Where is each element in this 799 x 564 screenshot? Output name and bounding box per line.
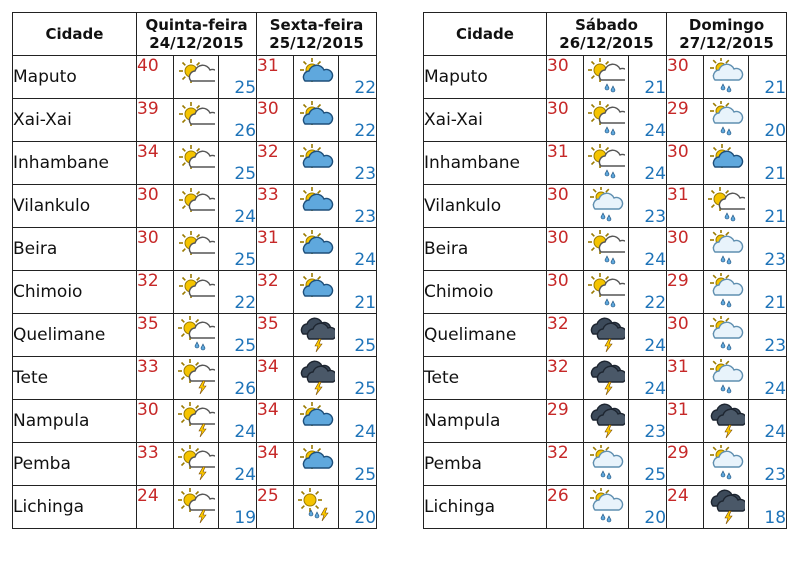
- min-temp: 23: [339, 185, 377, 228]
- max-temp: 29: [667, 271, 704, 314]
- max-temp: 32: [257, 142, 294, 185]
- max-temp: 35: [257, 314, 294, 357]
- min-temp: 22: [339, 56, 377, 99]
- thunderstorm-icon: [587, 402, 625, 440]
- table-row: [424, 185, 787, 228]
- day-header: [547, 13, 667, 56]
- city-name: Maputo: [13, 56, 137, 99]
- city-column-header: Cidade: [13, 13, 137, 56]
- max-temp: 33: [257, 185, 294, 228]
- table-row: [424, 314, 787, 357]
- city-name: Maputo: [424, 56, 547, 99]
- weather-icon-cell: [704, 99, 749, 142]
- table-row: [424, 486, 787, 529]
- table-row: [424, 228, 787, 271]
- table-row: [13, 99, 377, 142]
- sun-cloud-rain-icon: [587, 58, 625, 96]
- max-temp: 30: [667, 314, 704, 357]
- max-temp: 30: [547, 228, 584, 271]
- min-temp: 22: [629, 271, 667, 314]
- sun-cloud-lightning-icon: [177, 402, 215, 440]
- city-name: Beira: [13, 228, 137, 271]
- sun-cloud-rain-icon: [587, 230, 625, 268]
- weather-icon-cell: [174, 185, 219, 228]
- min-temp: 24: [629, 142, 667, 185]
- max-temp: 34: [257, 443, 294, 486]
- day-date: 25/12/2015: [269, 34, 364, 52]
- partly-cloudy-icon: [297, 445, 335, 483]
- min-temp: 21: [749, 56, 787, 99]
- min-temp: 23: [629, 185, 667, 228]
- day-name: Sexta-feira: [269, 16, 364, 34]
- weather-icon-cell: [174, 443, 219, 486]
- max-temp: 26: [547, 486, 584, 529]
- weather-icon-cell: [584, 443, 629, 486]
- min-temp: 20: [749, 99, 787, 142]
- cloud-rain-icon: [707, 316, 745, 354]
- min-temp: 24: [339, 228, 377, 271]
- weather-icon-cell: [584, 314, 629, 357]
- weather-icon-cell: [704, 228, 749, 271]
- weather-icon-cell: [584, 228, 629, 271]
- min-temp: 22: [219, 271, 257, 314]
- table-row: [13, 56, 377, 99]
- max-temp: 30: [667, 142, 704, 185]
- min-temp: 19: [219, 486, 257, 529]
- weather-icon-cell: [294, 142, 339, 185]
- table-row: [424, 400, 787, 443]
- day-name: Sábado: [575, 16, 638, 34]
- max-temp: 30: [257, 99, 294, 142]
- weather-icon-cell: [704, 400, 749, 443]
- min-temp: 24: [629, 357, 667, 400]
- min-temp: 25: [219, 56, 257, 99]
- weather-icon-cell: [704, 357, 749, 400]
- weather-icon-cell: [294, 99, 339, 142]
- max-temp: 29: [667, 443, 704, 486]
- weather-icon-cell: [174, 228, 219, 271]
- min-temp: 23: [749, 443, 787, 486]
- max-temp: 30: [137, 185, 174, 228]
- table-row: [424, 271, 787, 314]
- min-temp: 24: [749, 400, 787, 443]
- max-temp: 32: [547, 314, 584, 357]
- weather-icon-cell: [584, 185, 629, 228]
- min-temp: 26: [219, 99, 257, 142]
- day-header: [137, 13, 257, 56]
- sun-cloud-lightning-icon: [177, 445, 215, 483]
- min-temp: 26: [219, 357, 257, 400]
- weather-icon-cell: [584, 271, 629, 314]
- city-name: Xai-Xai: [13, 99, 137, 142]
- weather-icon-cell: [704, 271, 749, 314]
- min-temp: 25: [339, 357, 377, 400]
- min-temp: 21: [749, 142, 787, 185]
- partly-cloudy-icon: [297, 58, 335, 96]
- weather-icon-cell: [704, 486, 749, 529]
- weather-icon-cell: [584, 400, 629, 443]
- table-row: [13, 443, 377, 486]
- min-temp: 21: [749, 271, 787, 314]
- table-row: [13, 142, 377, 185]
- table-row: [424, 443, 787, 486]
- day-date: 26/12/2015: [559, 34, 654, 52]
- max-temp: 35: [137, 314, 174, 357]
- weather-icon-cell: [584, 56, 629, 99]
- weather-icon-cell: [294, 486, 339, 529]
- partly-cloudy-icon: [297, 144, 335, 182]
- max-temp: 30: [547, 271, 584, 314]
- max-temp: 34: [137, 142, 174, 185]
- thunderstorm-icon: [297, 359, 335, 397]
- weather-icon-cell: [584, 99, 629, 142]
- min-temp: 18: [749, 486, 787, 529]
- min-temp: 25: [339, 314, 377, 357]
- max-temp: 32: [257, 271, 294, 314]
- cloud-rain-icon: [587, 445, 625, 483]
- max-temp: 30: [547, 56, 584, 99]
- weather-icon-cell: [584, 357, 629, 400]
- max-temp: 24: [137, 486, 174, 529]
- max-temp: 30: [137, 400, 174, 443]
- cloud-rain-icon: [707, 58, 745, 96]
- min-temp: 25: [339, 443, 377, 486]
- weather-icon-cell: [174, 142, 219, 185]
- weather-icon-cell: [174, 314, 219, 357]
- city-name: Tete: [13, 357, 137, 400]
- weather-icon-cell: [294, 314, 339, 357]
- city-name: Pemba: [13, 443, 137, 486]
- weather-icon-cell: [294, 185, 339, 228]
- sun-cloud-rain-icon: [587, 273, 625, 311]
- max-temp: 29: [547, 400, 584, 443]
- table-row: [13, 357, 377, 400]
- min-temp: 21: [339, 271, 377, 314]
- min-temp: 24: [219, 443, 257, 486]
- weather-icon-cell: [174, 357, 219, 400]
- max-temp: 39: [137, 99, 174, 142]
- forecast-table-thu-fri: [12, 12, 377, 529]
- weather-icon-cell: [704, 56, 749, 99]
- partly-cloudy-icon: [297, 273, 335, 311]
- table-row: [13, 486, 377, 529]
- sun-cloud-icon: [177, 58, 215, 96]
- min-temp: 24: [629, 314, 667, 357]
- thunderstorm-icon: [587, 359, 625, 397]
- sun-cloud-icon: [177, 144, 215, 182]
- partly-cloudy-icon: [297, 230, 335, 268]
- city-name: Chimoio: [424, 271, 547, 314]
- max-temp: 40: [137, 56, 174, 99]
- max-temp: 34: [257, 357, 294, 400]
- cloud-rain-icon: [707, 230, 745, 268]
- city-name: Vilankulo: [13, 185, 137, 228]
- table-header-row: [424, 13, 787, 56]
- max-temp: 33: [137, 443, 174, 486]
- max-temp: 32: [547, 357, 584, 400]
- table-row: [13, 314, 377, 357]
- min-temp: 25: [219, 314, 257, 357]
- weather-icon-cell: [704, 142, 749, 185]
- min-temp: 25: [219, 228, 257, 271]
- max-temp: 31: [667, 400, 704, 443]
- city-name: Chimoio: [13, 271, 137, 314]
- sun-cloud-rain-icon: [707, 187, 745, 225]
- table-row: [13, 271, 377, 314]
- cloud-rain-icon: [707, 445, 745, 483]
- min-temp: 21: [749, 185, 787, 228]
- weather-icon-cell: [174, 271, 219, 314]
- min-temp: 24: [629, 99, 667, 142]
- max-temp: 31: [667, 357, 704, 400]
- weather-icon-cell: [294, 56, 339, 99]
- weather-icon-cell: [294, 228, 339, 271]
- city-name: Lichinga: [424, 486, 547, 529]
- partly-cloudy-icon: [297, 402, 335, 440]
- sun-cloud-rain-icon: [587, 144, 625, 182]
- weather-icon-cell: [704, 443, 749, 486]
- min-temp: 22: [339, 99, 377, 142]
- max-temp: 34: [257, 400, 294, 443]
- thunderstorm-icon: [707, 402, 745, 440]
- table-row: [13, 228, 377, 271]
- table-row: [13, 185, 377, 228]
- min-temp: 24: [219, 185, 257, 228]
- city-name: Tete: [424, 357, 547, 400]
- weather-icon-cell: [294, 443, 339, 486]
- city-name: Quelimane: [424, 314, 547, 357]
- max-temp: 30: [547, 99, 584, 142]
- max-temp: 32: [137, 271, 174, 314]
- cloud-rain-icon: [587, 187, 625, 225]
- thunderstorm-icon: [297, 316, 335, 354]
- min-temp: 25: [629, 443, 667, 486]
- cloud-rain-icon: [587, 488, 625, 526]
- max-temp: 30: [667, 228, 704, 271]
- sun-cloud-lightning-icon: [177, 488, 215, 526]
- cloud-rain-icon: [707, 273, 745, 311]
- max-temp: 33: [137, 357, 174, 400]
- max-temp: 25: [257, 486, 294, 529]
- weather-icon-cell: [704, 314, 749, 357]
- min-temp: 25: [219, 142, 257, 185]
- sun-cloud-icon: [177, 273, 215, 311]
- sun-cloud-rain-icon: [177, 316, 215, 354]
- day-date: 27/12/2015: [679, 34, 774, 52]
- city-name: Lichinga: [13, 486, 137, 529]
- weather-icon-cell: [704, 185, 749, 228]
- min-temp: 20: [629, 486, 667, 529]
- city-name: Xai-Xai: [424, 99, 547, 142]
- max-temp: 30: [547, 185, 584, 228]
- min-temp: 24: [339, 400, 377, 443]
- table-header-row: [13, 13, 377, 56]
- day-name: Domingo: [688, 16, 765, 34]
- weather-icon-cell: [174, 99, 219, 142]
- sun-cloud-icon: [177, 187, 215, 225]
- thunderstorm-icon: [707, 488, 745, 526]
- max-temp: 31: [547, 142, 584, 185]
- partly-cloudy-icon: [297, 187, 335, 225]
- sun-cloud-icon: [177, 230, 215, 268]
- city-name: Pemba: [424, 443, 547, 486]
- table-row: [424, 142, 787, 185]
- min-temp: 20: [339, 486, 377, 529]
- weather-icon-cell: [294, 271, 339, 314]
- min-temp: 23: [749, 314, 787, 357]
- thunderstorm-icon: [587, 316, 625, 354]
- city-name: Nampula: [13, 400, 137, 443]
- city-name: Beira: [424, 228, 547, 271]
- sun-rain-lightning-icon: [297, 488, 335, 526]
- day-name: Quinta-feira: [145, 16, 248, 34]
- max-temp: 30: [137, 228, 174, 271]
- weather-icon-cell: [584, 486, 629, 529]
- city-name: Nampula: [424, 400, 547, 443]
- partly-cloudy-icon: [297, 101, 335, 139]
- city-column-header: Cidade: [424, 13, 547, 56]
- min-temp: 24: [629, 228, 667, 271]
- sun-cloud-icon: [177, 101, 215, 139]
- max-temp: 30: [667, 56, 704, 99]
- weather-icon-cell: [174, 56, 219, 99]
- weather-icon-cell: [294, 400, 339, 443]
- table-row: [13, 400, 377, 443]
- city-name: Vilankulo: [424, 185, 547, 228]
- city-name: Inhambane: [13, 142, 137, 185]
- partly-cloudy-icon: [707, 144, 745, 182]
- day-header: [667, 13, 787, 56]
- max-temp: 31: [257, 228, 294, 271]
- weather-icon-cell: [584, 142, 629, 185]
- max-temp: 32: [547, 443, 584, 486]
- day-date: 24/12/2015: [149, 34, 244, 52]
- city-name: Inhambane: [424, 142, 547, 185]
- max-temp: 31: [667, 185, 704, 228]
- min-temp: 24: [749, 357, 787, 400]
- min-temp: 23: [629, 400, 667, 443]
- min-temp: 24: [219, 400, 257, 443]
- table-row: [424, 56, 787, 99]
- min-temp: 23: [749, 228, 787, 271]
- forecast-table-sat-sun: [423, 12, 787, 529]
- max-temp: 29: [667, 99, 704, 142]
- cloud-rain-icon: [707, 359, 745, 397]
- table-row: [424, 357, 787, 400]
- max-temp: 24: [667, 486, 704, 529]
- table-row: [424, 99, 787, 142]
- city-name: Quelimane: [13, 314, 137, 357]
- sun-cloud-rain-icon: [587, 101, 625, 139]
- sun-cloud-lightning-icon: [177, 359, 215, 397]
- min-temp: 21: [629, 56, 667, 99]
- min-temp: 23: [339, 142, 377, 185]
- day-header: [257, 13, 377, 56]
- weather-icon-cell: [174, 400, 219, 443]
- cloud-rain-icon: [707, 101, 745, 139]
- weather-icon-cell: [294, 357, 339, 400]
- max-temp: 31: [257, 56, 294, 99]
- weather-icon-cell: [174, 486, 219, 529]
